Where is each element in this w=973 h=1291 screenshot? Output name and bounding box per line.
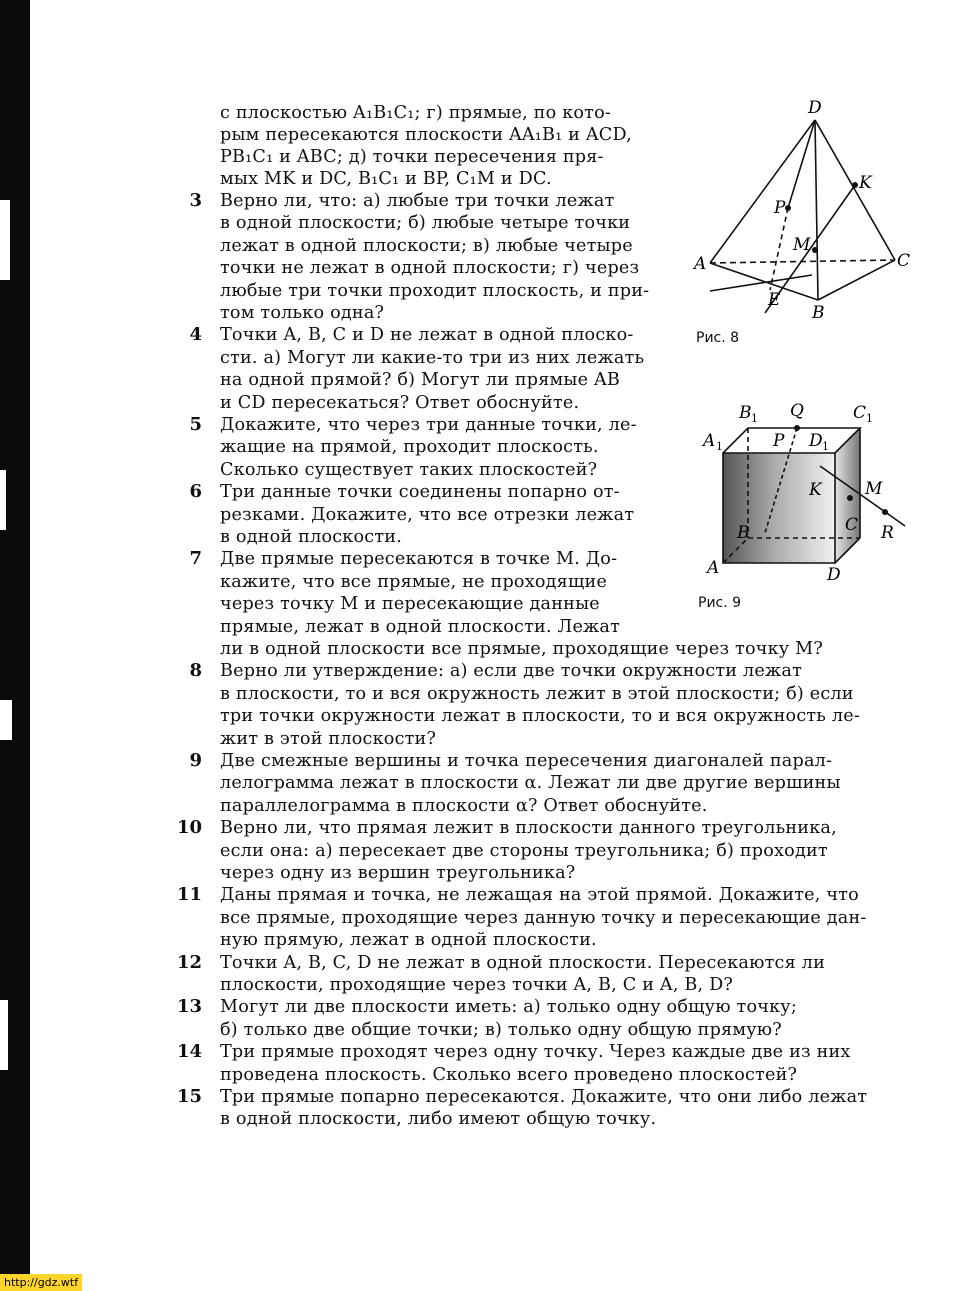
problem-text-line: Верно ли, что прямая лежит в плоскости данного треугольника, [220,818,837,839]
problem-text-line: Могут ли две плоскости иметь: а) только одну общую точку; [220,997,797,1018]
figure-8-tetrahedron [690,95,920,325]
subscript-1: 1 [822,440,829,453]
point-label-k: K [809,480,822,500]
problem-text-line: три точки окружности лежат в плоскости, то и вся окружность ле- [220,706,861,727]
problem-text-line: ли в одной плоскости все прямые, проходящие через точку M? [220,639,824,659]
problem-text-line: Три данные точки соединены попарно от- [220,482,620,503]
figure-8-caption: Рис. 8 [696,330,740,346]
problem-text-line: любые три точки проходит плоскость, и при- [220,280,650,301]
point-label-q: Q [790,401,804,421]
problem-text-line: Две смежные вершины и точка пересечения диагоналей парал- [220,751,833,771]
text-line: с плоскостью A₁B₁C₁; г) прямые, по кото- [220,103,612,123]
problem-number: 13 [176,996,202,1018]
problem-text-line: резками. Докажите, что все отрезки лежат [220,504,635,525]
watermark-link[interactable]: http://gdz.wtf [0,1274,82,1291]
point-label-p: P [773,431,785,451]
problem-text-line: в одной плоскости; б) любые четыре точки [220,213,631,234]
problem-text-line: в одной плоскости. [220,527,403,547]
problem-number: 9 [189,750,202,771]
figure-9-caption: Рис. 9 [698,595,742,611]
problem-text-line: и CD пересекаться? Ответ обоснуйте. [220,392,580,413]
vertex-label-b: B [812,303,825,323]
vertex-label-b: B [737,523,750,543]
problem-text-line: через одну из вершин треугольника? [220,863,576,883]
problem-text-line: все прямые, проходящие через данную точку и пересекающие дан- [220,907,867,928]
problem-text-line: Верно ли, что: а) любые три точки лежат [220,191,615,211]
text-line: рым пересекаются плоскости AA₁B₁ и ACD, [220,125,632,145]
problem-text-line: Сколько существует таких плоскостей? [220,459,598,480]
binding-scan-artifact [0,700,12,740]
problem-text-line: на одной прямой? б) Могут ли прямые AB [220,370,621,391]
problem-text-line: лелограмма лежат в плоскости α. Лежат ли две другие вершины [220,773,841,794]
problem-number: 12 [176,951,202,973]
problem-text-line: Три прямые проходят через одну точку. Через каждые две из них [220,1042,851,1063]
problem-text-line: через точку M и пересекающие данные [220,594,600,615]
problem-text-line: в плоскости, то и вся окружность лежит в этой плоскости; б) если [220,683,854,704]
vertex-label-c: C [845,515,859,535]
problem-number: 15 [176,1086,202,1107]
point-label-r: R [881,523,894,543]
point-label-p: P [774,198,786,218]
problem-text-line: Три прямые попарно пересекаются. Докажите, что они либо лежат [220,1087,868,1107]
problem-number: 4 [189,324,202,346]
text-line: PB₁C₁ и ABC; д) точки пересечения пря- [220,147,604,167]
problem-text-line: Точки A, B, C, D не лежат в одной плоскости. Пересекаются ли [220,952,825,973]
vertex-label-a: A [707,558,720,578]
problem-text-line: в одной плоскости, либо имеют общую точку. [220,1109,657,1130]
vertex-label-b1: B [739,403,752,423]
problem-text-line: жит в этой плоскости? [220,728,437,749]
problem-number: 6 [189,481,202,503]
book-binding-edge [0,0,30,1291]
subscript-1: 1 [866,412,873,425]
point-label-e: E [768,290,781,310]
problem-text-line: точки не лежат в одной плоскости; г) через [220,258,640,279]
problem-text-line: лежат в одной плоскости; в) любые четыре [220,235,633,256]
text-line: мых MK и DC, B₁C₁ и BP, C₁M и DC. [220,169,552,189]
vertex-label-a1: A [703,431,716,451]
point-label-m: M [865,479,883,499]
problem-text-line: если она: а) пересекает две стороны треугольника; б) проходит [220,840,828,861]
problem-text-line: жащие на прямой, проходит плоскость. [220,437,599,458]
point-label-k: K [859,173,872,193]
problem-number: 11 [176,884,202,906]
problem-text-line: плоскости, проходящие через точки A, B, C и A, B, D? [220,975,734,995]
vertex-label-a: A [694,254,707,274]
vertex-label-c1: C [853,403,867,423]
problem-number: 3 [189,190,202,211]
vertex-label-d1: D [809,431,823,451]
problem-text-line: ную прямую, лежат в одной плоскости. [220,930,597,951]
binding-scan-artifact [0,470,6,530]
subscript-1: 1 [751,412,758,425]
problem-text-line: б) только две общие точки; в) только одну общую прямую? [220,1019,782,1040]
problem-number: 5 [189,414,202,435]
problem-text-line: Две прямые пересекаются в точке M. До- [220,549,618,570]
problem-number: 7 [189,548,202,570]
vertex-label-d: D [808,98,822,118]
problem-text-line: Докажите, что через три данные точки, ле- [220,415,637,435]
problem-text-line: сти. а) Могут ли какие-то три из них лежать [220,347,645,368]
subscript-1: 1 [716,440,723,453]
problem-text-line: кажите, что все прямые, не проходящие [220,571,608,592]
problem-number: 8 [189,660,202,682]
problem-number: 10 [176,817,202,839]
figure-9-cube [695,398,920,588]
binding-scan-artifact [0,1000,8,1070]
problem-text-line: Точки A, B, C и D не лежат в одной плоско- [220,325,634,346]
binding-scan-artifact [0,200,10,280]
problem-text-line: прямые, лежат в одной плоскости. Лежат [220,616,621,637]
problem-text-line: том только одна? [220,303,385,323]
vertex-label-c: C [897,251,911,271]
problem-text-line: Верно ли утверждение: а) если две точки окружности лежат [220,661,803,682]
problem-number: 14 [176,1041,202,1063]
point-label-m: M [793,235,811,255]
vertex-label-d: D [827,565,841,585]
problem-text-line: параллелограмма в плоскости α? Ответ обоснуйте. [220,795,708,816]
problem-text-line: Даны прямая и точка, не лежащая на этой прямой. Докажите, что [220,885,859,906]
problem-text-line: проведена плоскость. Сколько всего проведено плоскостей? [220,1064,798,1085]
